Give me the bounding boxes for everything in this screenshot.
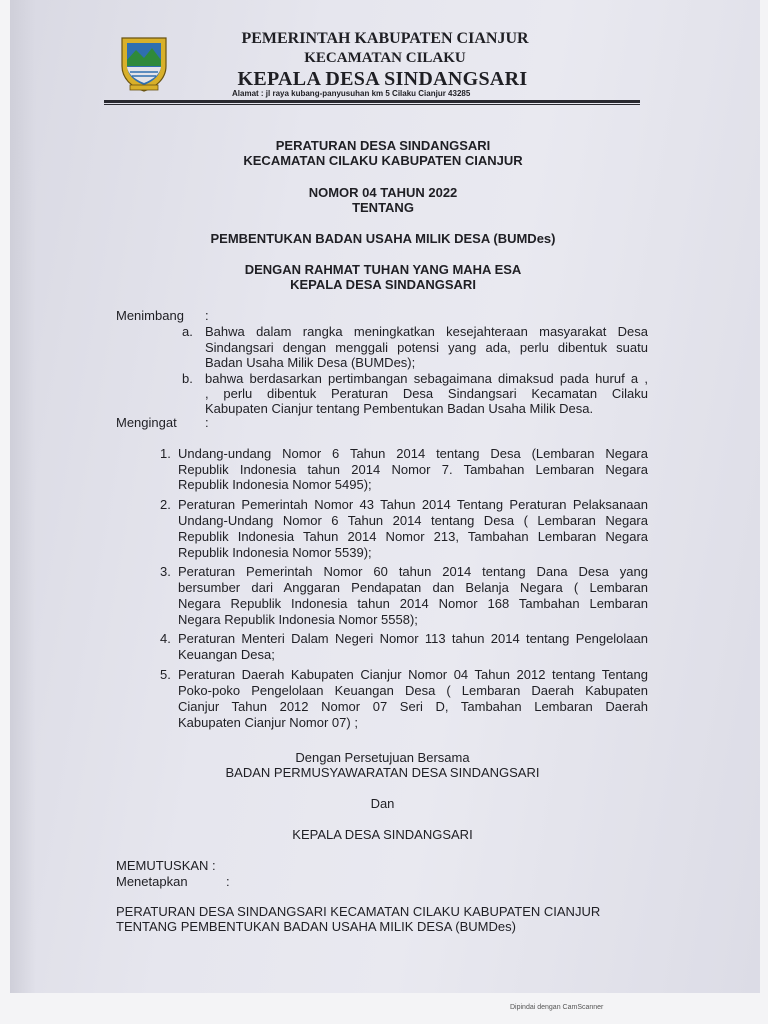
regulation-title-region: KECAMATAN CILAKU KABUPATEN CIANJUR: [243, 153, 523, 168]
letterhead-address: Alamat : jl raya kubang-panyusuhan km 5 Cilaku Cianjur 43285: [232, 89, 471, 98]
mengingat-text-line: Negara Republik Indonesia tahun 2014 Nomor 168 Tambahan Lembaran: [178, 596, 648, 611]
menimbang-text-line: Kabupaten Cianjur tentang Pembentukan Badan Usaha Milik Desa.: [205, 401, 594, 416]
mengingat-text-line: Peraturan Pemerintah Nomor 60 tahun 2014 tentang Dana Desa yang: [178, 564, 648, 579]
blessing-line: DENGAN RAHMAT TUHAN YANG MAHA ESA: [244, 262, 522, 277]
mengingat-text-line: Peraturan Menteri Dalam Negeri Nomor 113 tahun 2014 tentang Pengelolaan: [178, 631, 648, 646]
letterhead-village-head: KEPALA DESA SINDANGSARI: [237, 68, 528, 90]
regulation-title: PERATURAN DESA SINDANGSARI: [275, 138, 491, 153]
approval-together: Dengan Persetujuan Bersama: [295, 750, 470, 765]
scanner-watermark: Dipindai dengan CamScanner: [510, 1004, 604, 1011]
mengingat-text-line: Republik Indonesia Tahun 2014 Nomor 213, Tambahan Lembaran Negara: [178, 529, 648, 544]
menimbang-text-line: Badan Usaha Milik Desa (BUMDes);: [205, 355, 416, 370]
regency-coat-of-arms-icon: [118, 36, 170, 92]
letterhead-rule-thin: [104, 104, 640, 105]
approval-council: BADAN PERMUSYAWARATAN DESA SINDANGSARI: [225, 765, 540, 780]
regulation-subject: PEMBENTUKAN BADAN USAHA MILIK DESA (BUMDes): [210, 231, 556, 246]
menimbang-text-line: , perlu dibentuk Peraturan Desa Sindangsari Kecamatan Cilaku: [205, 386, 648, 401]
menimbang-text-line: Bahwa dalam rangka meningkatkan kesejahteraan masyarakat Desa: [205, 324, 648, 339]
approval-village-head: KEPALA DESA SINDANGSARI: [292, 827, 473, 842]
regulation-about: TENTANG: [352, 200, 414, 215]
menimbang-text-line: bahwa berdasarkan pertimbangan sebagaimana dimaksud pada huruf a ,: [205, 371, 648, 386]
mengingat-colon: :: [205, 415, 209, 430]
mengingat-marker: 5.: [160, 667, 171, 682]
mengingat-text-line: Peraturan Daerah Kabupaten Cianjur Nomor 04 Tahun 2012 tentang Tentang: [178, 667, 648, 682]
decision-line: PERATURAN DESA SINDANGSARI KECAMATAN CILAKU KABUPATEN CIANJUR: [116, 904, 601, 919]
regulation-number: NOMOR 04 TAHUN 2022: [308, 185, 458, 200]
mengingat-marker: 4.: [160, 631, 171, 646]
mengingat-marker: 1.: [160, 446, 171, 461]
menimbang-text-line: Sindangsari dengan menggali potensi yang ada, perlu dibentuk suatu: [205, 340, 648, 355]
mengingat-text-line: Keuangan Desa;: [178, 647, 275, 662]
letterhead-rule-thick: [104, 100, 640, 103]
mengingat-text-line: Republik Indonesia tahun 2014 Nomor 7. Tambahan Lembaran Negara: [178, 462, 648, 477]
menetapkan-label: Menetapkan: [116, 874, 188, 889]
mengingat-label: Mengingat: [116, 415, 177, 430]
letterhead-government: PEMERINTAH KABUPATEN CIANJUR: [241, 30, 529, 47]
menimbang-colon: :: [205, 308, 209, 323]
decision-line: TENTANG PEMBENTUKAN BADAN USAHA MILIK DESA (BUMDes): [116, 919, 516, 934]
mengingat-marker: 2.: [160, 497, 171, 512]
page-edge-shadow: [10, 0, 36, 993]
mengingat-text-line: Poko-poko Pengelolaan Keuangan Desa ( Lembaran Daerah Kabupaten: [178, 683, 648, 698]
mengingat-text-line: bersumber dari Anggaran Pendapatan dan Belanja Negara ( Lembaran: [178, 580, 648, 595]
mengingat-text-line: Undang-undang Nomor 6 Tahun 2014 tentang Desa (Lembaran Negara: [178, 446, 648, 461]
mengingat-text-line: Peraturan Pemerintah Nomor 43 Tahun 2014 Tentang Peraturan Pelaksanaan: [178, 497, 648, 512]
approval-and: Dan: [370, 796, 395, 811]
mengingat-text-line: Republik Indonesia Nomor 5539);: [178, 545, 372, 560]
menetapkan-colon: :: [226, 874, 230, 889]
letterhead-district: KECAMATAN CILAKU: [304, 50, 466, 66]
memutuskan-label: MEMUTUSKAN :: [116, 858, 216, 873]
mengingat-text-line: Republik Indonesia Nomor 5495);: [178, 477, 372, 492]
mengingat-text-line: Negara Republik Indonesia Nomor 5558);: [178, 612, 418, 627]
menimbang-label: Menimbang: [116, 308, 184, 323]
mengingat-text-line: Kabupaten Cianjur Nomor 07) ;: [178, 715, 358, 730]
blessing-village-head: KEPALA DESA SINDANGSARI: [290, 277, 476, 292]
menimbang-marker: a.: [182, 324, 193, 339]
menimbang-marker: b.: [182, 371, 193, 386]
mengingat-text-line: Undang-Undang Nomor 6 Tahun 2014 tentang Desa ( Lembaran Negara: [178, 513, 648, 528]
mengingat-marker: 3.: [160, 564, 171, 579]
mengingat-text-line: Cianjur Tahun 2012 Nomor 07 Seri D, Tambahan Lembaran Daerah: [178, 699, 648, 714]
